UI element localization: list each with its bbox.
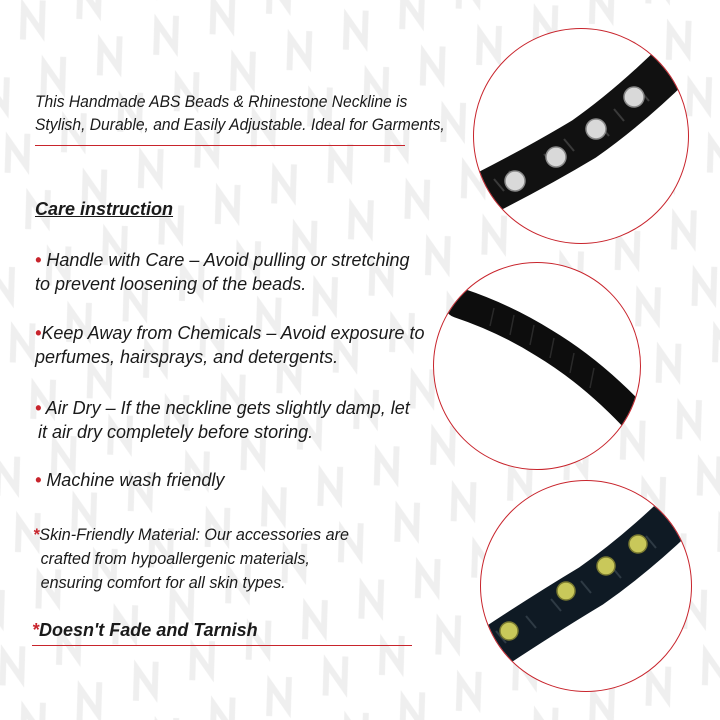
skin-line-3: ensuring comfort for all skin types.	[40, 573, 286, 592]
product-image-clear-rhinestone	[473, 28, 689, 244]
neckline-clear-rhinestone-image	[474, 29, 688, 243]
product-image-yellow-rhinestone	[480, 480, 692, 692]
intro-line-2: Stylish, Durable, and Easily Adjustable. Ideal for Garments,	[35, 115, 445, 134]
bullet-marker: •	[35, 470, 42, 490]
product-intro	[35, 90, 449, 136]
skin-friendly-note	[33, 523, 375, 595]
care-item-handle	[35, 248, 435, 296]
neckline-yellow-rhinestone-image	[481, 481, 691, 691]
divider	[35, 145, 405, 146]
no-fade-text: Doesn't Fade and Tarnish	[39, 620, 258, 640]
neckline-plain-band-image	[434, 263, 640, 469]
care-item-line: perfumes, hairsprays, and detergents.	[35, 347, 339, 367]
bullet-marker: •	[35, 398, 42, 418]
intro-line-1: This Handmade ABS Beads & Rhinestone Neckline is	[35, 92, 408, 111]
product-image-plain-band	[433, 262, 641, 470]
care-item-line: Machine wash friendly	[41, 470, 225, 490]
no-fade-claim	[32, 620, 258, 641]
divider	[32, 645, 412, 646]
care-item-machine-wash	[35, 468, 435, 492]
bullet-marker: •	[35, 323, 42, 343]
asterisk-marker: *	[33, 525, 40, 544]
care-item-line: Keep Away from Chemicals – Avoid exposure to	[41, 323, 425, 343]
care-item-line: Handle with Care – Avoid pulling or stretching	[41, 250, 410, 270]
bullet-marker: •	[35, 250, 42, 270]
skin-line-2: crafted from hypoallergenic materials,	[40, 549, 310, 568]
care-heading: Care instruction	[35, 199, 174, 219]
care-item-chemicals	[35, 321, 435, 369]
skin-line-1: Skin-Friendly Material: Our accessories are	[39, 525, 349, 544]
care-item-line: Air Dry – If the neckline gets slightly damp, let	[41, 398, 410, 418]
asterisk-marker: *	[32, 620, 40, 640]
care-item-air-dry	[35, 396, 435, 444]
care-item-line: to prevent loosening of the beads.	[35, 274, 307, 294]
care-item-line: it air dry completely before storing.	[38, 422, 314, 442]
